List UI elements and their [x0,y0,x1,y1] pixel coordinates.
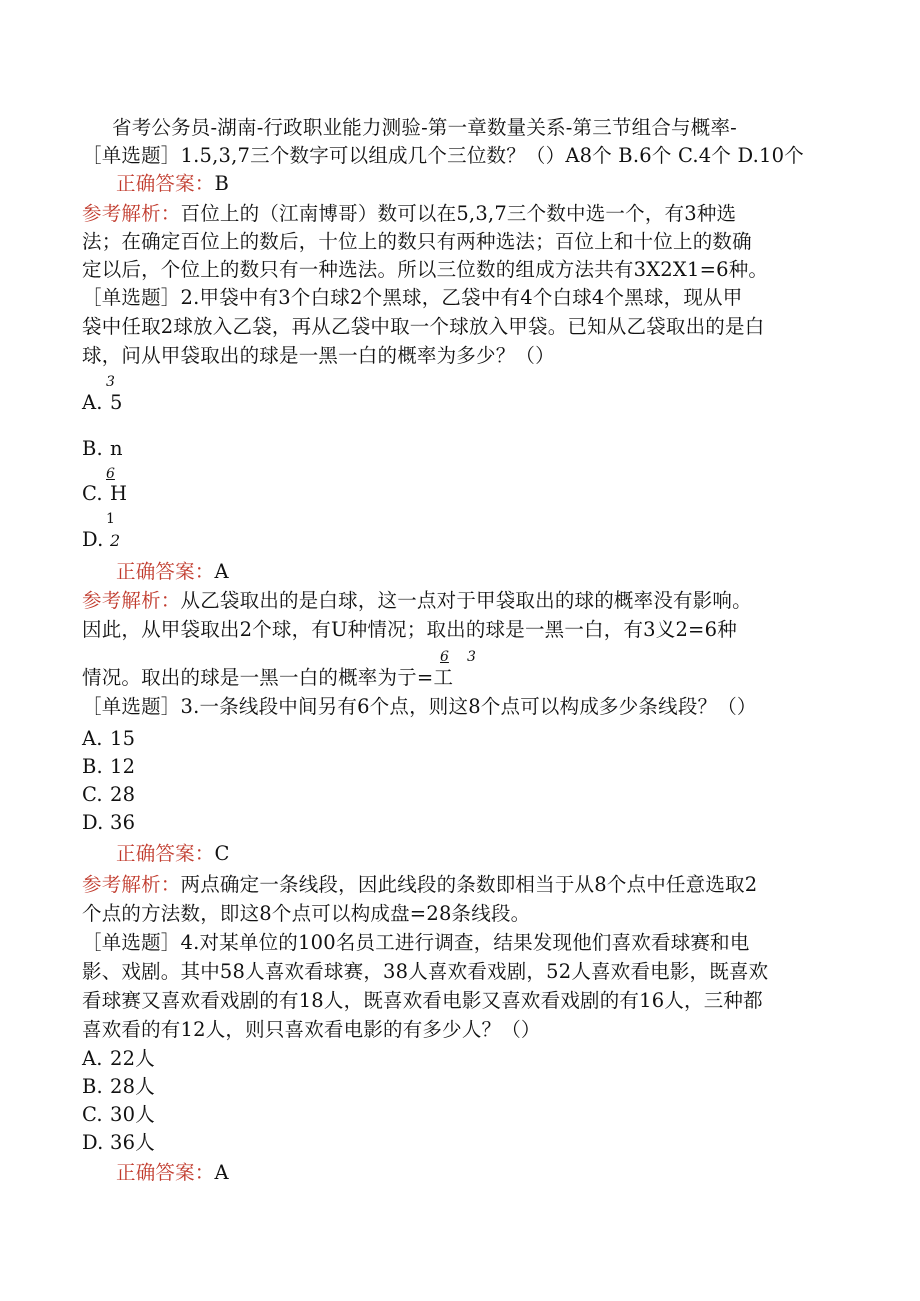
q2-option-b [82,435,123,463]
document-title: 省考公务员-湖南-行政职业能力测验-第一章数量关系-第三节组合与概率- [112,116,737,139]
q2-option-c-sup: 6 [106,466,115,482]
q3-option-d-text: 36 [110,811,136,834]
q2-option-a-letter: A. [82,391,103,414]
q2-stem-line-2: 袋中任取2球放入乙袋，再从乙袋中取一个球放入甲袋。已知从乙袋取出的是白 [82,315,765,338]
q3-analysis-label: 参考解析： [82,873,181,896]
q4-answer [116,1159,229,1187]
q3-option-a [82,725,135,753]
q2-analysis-line-1 [82,587,752,615]
q1-answer-value: B [214,172,230,195]
q3-option-c [82,781,135,809]
q3-option-b-letter: B. [82,755,103,778]
q4-stem-line-3: 看球赛又喜欢看戏剧的有18人，既喜欢看电影又喜欢看戏剧的有16人，三种都 [82,989,763,1012]
q3-option-b-text: 12 [110,755,136,778]
q2-option-a [82,389,123,417]
q1-analysis-line-2: 法；在确定百位上的数后，十位上的数只有两种选法；百位上和十位上的数确 [82,230,752,253]
q2-stem-line-1: ［单选题］2.甲袋中有3个白球2个黑球，乙袋中有4个白球4个黑球，现从甲 [82,286,743,309]
q2-option-a-text: 5 [110,391,123,414]
q1-analysis-text-1: 百位上的（江南博哥）数可以在5,3,7三个数中选一个，有3种选 [180,202,737,225]
q3-option-d-letter: D. [82,811,104,834]
q4-option-d-text: 36人 [110,1131,155,1154]
q2-option-c [82,480,127,508]
q4-option-d [82,1129,155,1157]
q4-option-a [82,1045,155,1073]
q2-analysis-text-1: 从乙袋取出的是白球，这一点对于甲袋取出的球的概率没有影响。 [180,589,752,612]
q1-analysis-line-3: 定以后，个位上的数只有一种选法。所以三位数的组成方法共有3X2X1=6种。 [82,258,769,281]
q4-option-a-text: 22人 [110,1047,155,1070]
q2-fraction-top-2: 3 [467,649,476,665]
q2-option-d-sup: 1 [106,511,115,527]
q1-stem: ［单选题］1.5,3,7三个数字可以组成几个三位数？（）A8个 B.6个 C.4个 D.10个 [82,144,804,167]
q4-option-b [82,1073,155,1101]
q3-analysis-text-1: 两点确定一条线段，因此线段的条数即相当于从8个点中任意选取2 [180,873,758,896]
q4-option-b-letter: B. [82,1075,103,1098]
q4-option-d-letter: D. [82,1131,104,1154]
q2-option-d [82,526,120,555]
q2-option-c-text: H [110,482,128,505]
q1-analysis-line-1 [82,200,736,228]
q2-fraction-top-1: 6 [440,649,449,665]
q4-answer-value: A [214,1161,229,1184]
q3-option-b [82,753,135,781]
q2-option-a-sup: 3 [106,374,115,390]
q2-stem-line-3: 球，问从甲袋取出的球是一黑一白的概率为多少？（） [82,344,555,367]
q3-answer-label: 正确答案： [116,842,215,865]
q3-option-c-text: 28 [110,783,136,806]
q3-analysis-line-2: 个点的方法数，即这8个点可以构成盘=28条线段。 [82,902,531,925]
q4-stem-line-1: ［单选题］4.对某单位的100名员工进行调查，结果发现他们喜欢看球赛和电 [82,931,750,954]
q2-analysis-line-2: 因此，从甲袋取出2个球，有U种情况；取出的球是一黑一白，有3义2=6种 [82,618,737,641]
q1-answer-label: 正确答案： [116,172,215,195]
q3-analysis-line-1 [82,871,757,899]
q2-analysis-label: 参考解析： [82,589,181,612]
q3-answer-value: C [214,842,230,865]
q2-option-b-letter: B. [82,437,103,460]
q1-analysis-label: 参考解析： [82,202,181,225]
q4-stem-line-4: 喜欢看的有12人，则只喜欢看电影的有多少人？（） [82,1018,541,1041]
q3-stem: ［单选题］3.一条线段中间另有6个点，则这8个点可以构成多少条线段？（） [82,695,757,718]
q2-option-c-letter: C. [82,482,103,505]
q4-answer-label: 正确答案： [116,1161,215,1184]
q3-option-a-letter: A. [82,727,103,750]
q2-option-d-letter: D. [82,528,104,551]
q4-stem-line-2: 影、戏剧。其中58人喜欢看球赛，38人喜欢看戏剧，52人喜欢看电影，既喜欢 [82,960,769,983]
q2-option-d-text: 2 [110,531,121,550]
q4-option-c-text: 30人 [110,1103,155,1126]
q3-answer [116,840,230,868]
q2-answer-value: A [214,560,229,583]
q3-option-c-letter: C. [82,783,103,806]
q3-option-d [82,809,135,837]
q1-answer [116,170,229,198]
q2-option-b-text: n [110,437,123,460]
q3-option-a-text: 15 [110,727,136,750]
q2-answer [116,558,229,586]
q4-option-b-text: 28人 [110,1075,155,1098]
q2-answer-label: 正确答案： [116,560,215,583]
q4-option-c [82,1101,155,1129]
q2-analysis-line-3: 情况。取出的球是一黑一白的概率为亍=工 [82,666,454,689]
q4-option-c-letter: C. [82,1103,103,1126]
q4-option-a-letter: A. [82,1047,103,1070]
